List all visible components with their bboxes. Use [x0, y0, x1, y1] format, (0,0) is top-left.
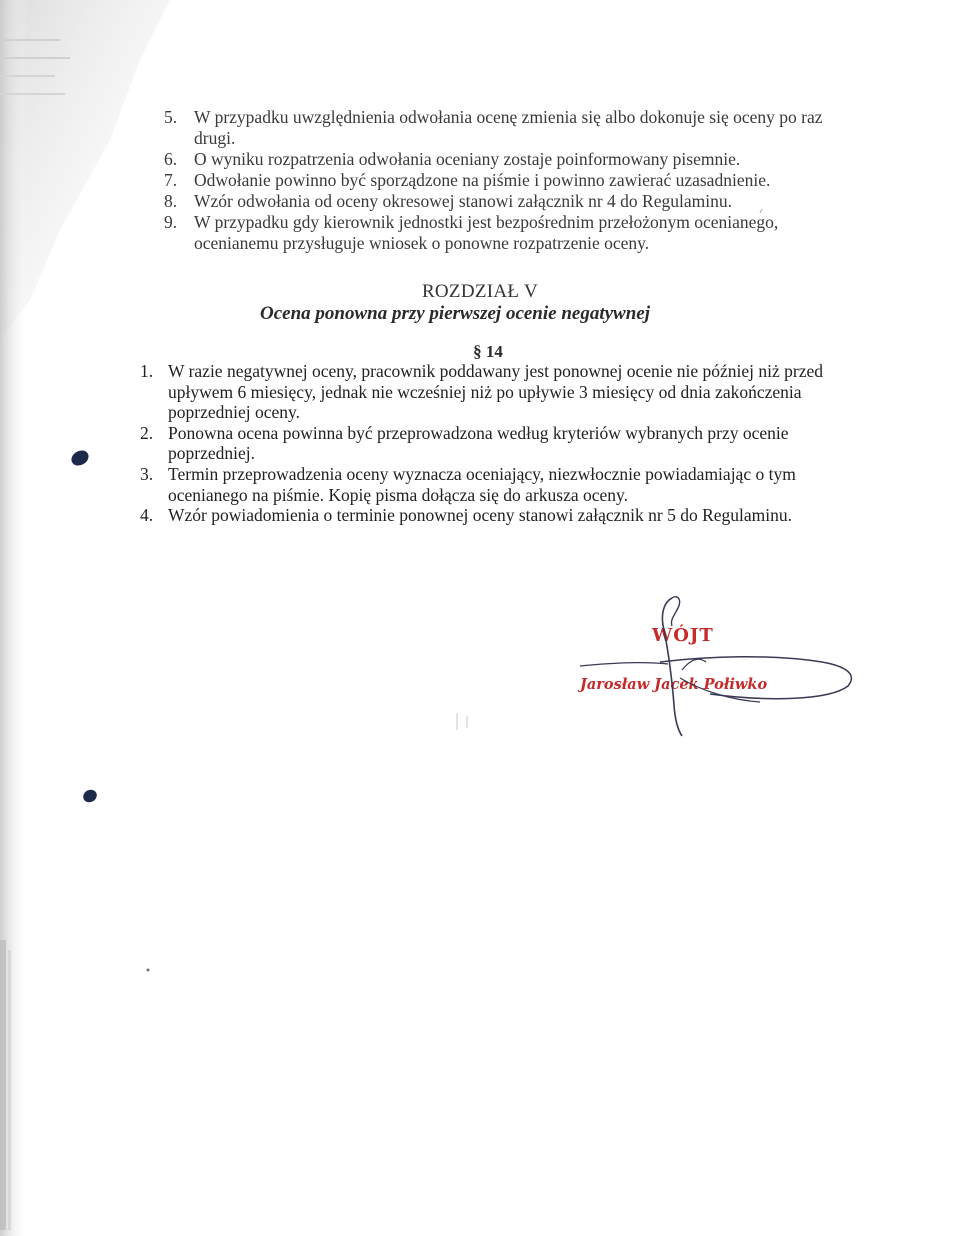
chapter-title: ROZDZIAŁ V: [421, 281, 539, 302]
item-text: O wyniku rozpatrzenia odwołania oceniany zostaje poinformowany pisemnie.: [194, 149, 741, 169]
item-text: Odwołanie powinno być sporządzone na piśmie i powinno zawierać uzasadnienie.: [194, 170, 771, 190]
item-text: W przypadku gdy kierownik jednostki jest bezpośrednim przełożonym ocenianego, ocenianemu przysługuje wniosek o ponowne rozpatrzenie oceny.: [194, 212, 779, 253]
item-number: 3.: [140, 463, 154, 484]
item-text: Ponowna ocena powinna być przeprowadzona według kryteriów wybranych przy ocenie poprzedniej.: [168, 422, 789, 464]
stamp-name: Jarosław Jacek Połiwko: [580, 676, 768, 693]
item-text: Wzór odwołania od oceny okresowej stanowi załącznik nr 4 do Regulaminu.: [194, 191, 732, 211]
item-number: 8.: [164, 191, 178, 211]
chapter-subtitle: Ocena ponowna przy pierwszej ocenie negatywnej: [259, 303, 651, 324]
item-number: 1.: [140, 361, 154, 381]
item-number: 5.: [164, 107, 178, 127]
item-text: Wzór powiadomienia o terminie ponownej oceny stanowi załącznik nr 5 do Regulaminu.: [168, 505, 792, 526]
item-text: W razie negatywnej oceny, pracownik poddawany jest ponownej ocenie nie później niż przed upływem 6 miesięcy, jednak nie wcześniej niż po upływie 3 miesięcy od dnia zakończenia poprzedniej oceny.: [168, 361, 824, 423]
item-number: 4.: [140, 505, 154, 526]
item-text: Termin przeprowadzenia oceny wyznacza oceniający, niezwłocznie powiadamiając o tym ocenianego na piśmie. Kopię pisma dołącza się do arkusza oceny.: [168, 463, 796, 505]
item-number: 2.: [140, 422, 154, 443]
stamp-title: WÓJT: [652, 625, 714, 646]
section-mark: § 14: [473, 342, 503, 361]
item-number: 9.: [164, 212, 178, 232]
item-number: 7.: [164, 170, 178, 190]
item-text: W przypadku uwzględnienia odwołania ocenę zmienia się albo dokonuje się oceny po raz drugi.: [194, 107, 823, 148]
item-number: 6.: [164, 149, 178, 169]
